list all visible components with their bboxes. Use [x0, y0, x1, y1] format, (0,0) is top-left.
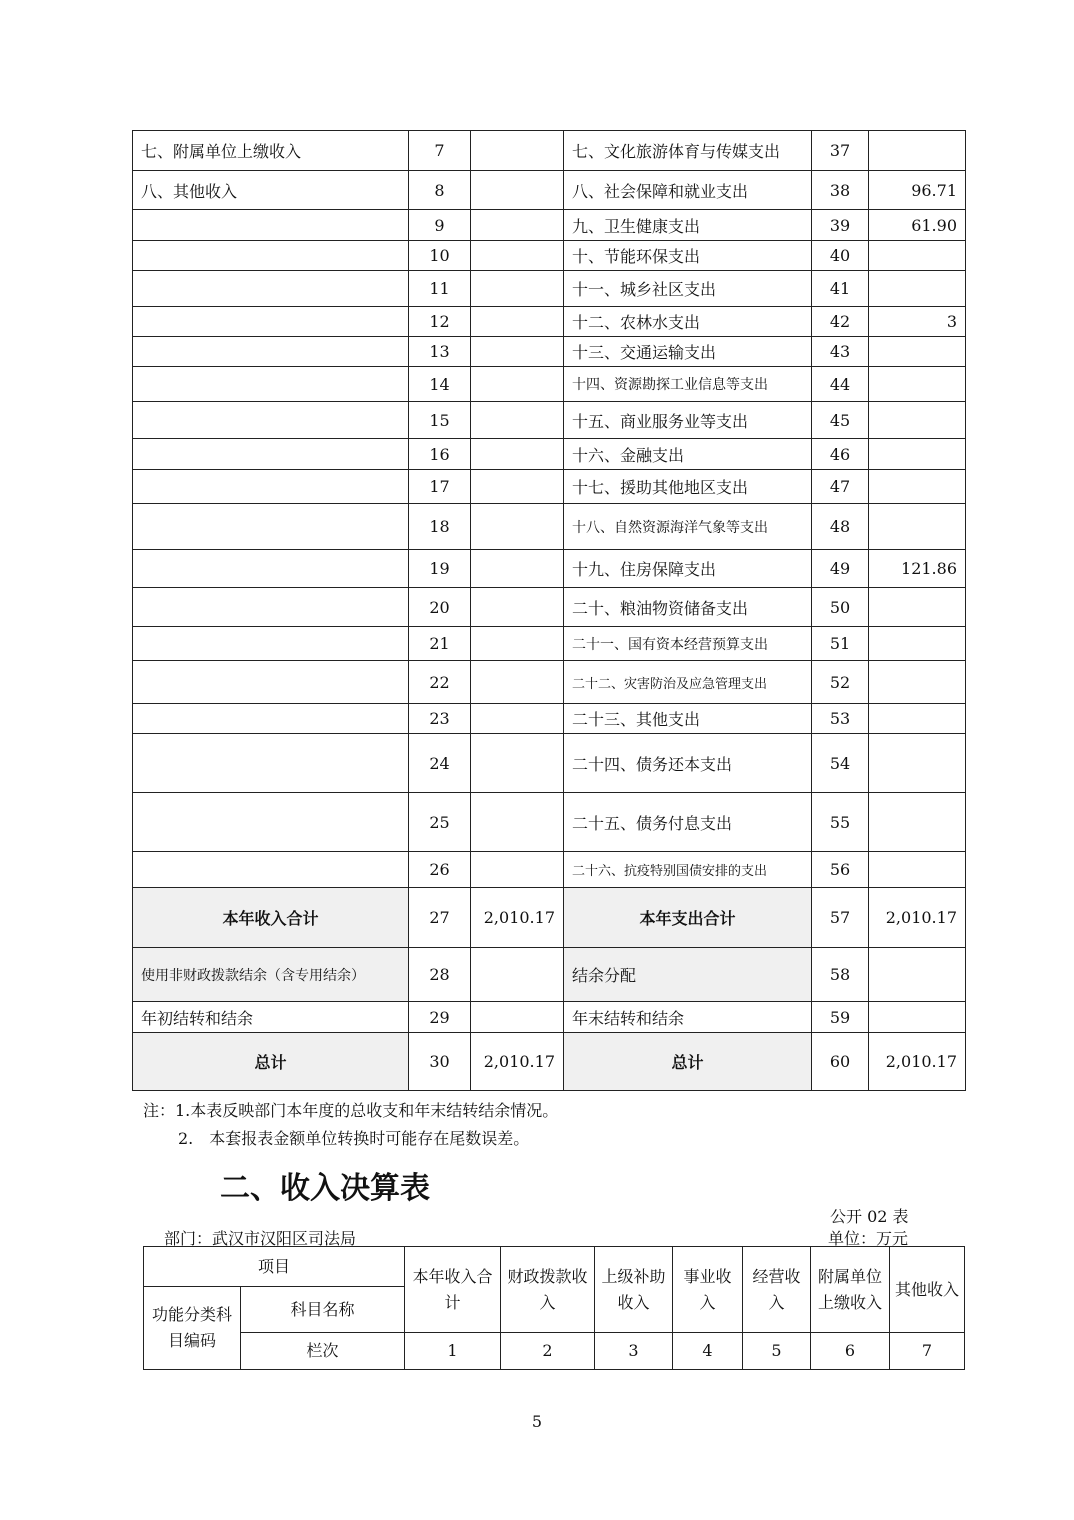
income-line-number: 21	[409, 627, 471, 661]
page-number: 5	[531, 1412, 543, 1431]
income-amount	[471, 661, 564, 704]
income-item-name	[133, 367, 409, 402]
table-row	[133, 734, 966, 793]
table-row	[133, 852, 966, 888]
income-amount	[471, 131, 564, 171]
income-item-name	[133, 550, 409, 588]
expense-line-number: 56	[812, 852, 869, 888]
income-item-name	[133, 210, 409, 241]
expense-amount: 96.71	[869, 171, 966, 210]
expense-line-number: 59	[812, 1002, 869, 1033]
income-item-name	[133, 504, 409, 550]
table-row	[133, 1033, 966, 1091]
col-header: 经营收入	[743, 1247, 811, 1333]
income-item-name	[133, 852, 409, 888]
income-line-number: 16	[409, 439, 471, 470]
expense-line-number: 53	[812, 704, 869, 734]
expense-amount	[869, 271, 966, 307]
expense-line-number: 51	[812, 627, 869, 661]
expense-amount	[869, 402, 966, 439]
income-item-name: 八、其他收入	[133, 171, 409, 210]
expense-amount	[869, 948, 966, 1002]
table-row	[133, 661, 966, 704]
expense-item-name: 本年支出合计	[564, 888, 812, 948]
table-row	[133, 307, 966, 337]
expense-amount	[869, 1002, 966, 1033]
expense-item-name: 十六、金融支出	[564, 439, 812, 470]
income-statement-header-table	[143, 1246, 965, 1370]
table-row	[133, 271, 966, 307]
income-amount	[471, 337, 564, 367]
expense-line-number: 45	[812, 402, 869, 439]
income-line-number: 20	[409, 588, 471, 627]
expense-line-number: 37	[812, 131, 869, 171]
expense-line-number: 47	[812, 470, 869, 504]
expense-amount: 3	[869, 307, 966, 337]
income-line-number: 27	[409, 888, 471, 948]
unit-label: 单位：万元	[828, 1229, 909, 1248]
table-row	[133, 402, 966, 439]
income-item-name: 使用非财政拨款结余（含专用结余）	[133, 948, 409, 1002]
expense-amount	[869, 470, 966, 504]
table-row	[133, 171, 966, 210]
header-item: 项目	[144, 1247, 405, 1287]
income-amount	[471, 402, 564, 439]
expense-item-name: 二十五、债务付息支出	[564, 793, 812, 852]
income-line-number: 15	[409, 402, 471, 439]
income-line-number: 18	[409, 504, 471, 550]
expense-line-number: 41	[812, 271, 869, 307]
income-line-number: 23	[409, 704, 471, 734]
col-number: 4	[673, 1333, 743, 1370]
income-amount	[471, 439, 564, 470]
income-amount	[471, 307, 564, 337]
expense-line-number: 40	[812, 241, 869, 271]
income-amount	[471, 241, 564, 271]
table-row	[133, 588, 966, 627]
expense-amount	[869, 439, 966, 470]
table-row	[133, 627, 966, 661]
expense-item-name: 二十六、抗疫特别国债安排的支出	[564, 852, 812, 888]
income-item-name	[133, 661, 409, 704]
table-row	[133, 470, 966, 504]
table-row	[133, 888, 966, 948]
expense-amount	[869, 793, 966, 852]
expense-item-name: 十、节能环保支出	[564, 241, 812, 271]
income-line-number: 30	[409, 1033, 471, 1091]
table-row	[133, 337, 966, 367]
income-amount	[471, 1002, 564, 1033]
col-header: 财政拨款收入	[501, 1247, 595, 1333]
header-code: 功能分类科目编码	[144, 1287, 241, 1370]
expense-amount	[869, 241, 966, 271]
form-number: 公开 02 表	[830, 1207, 909, 1226]
expense-item-name: 十五、商业服务业等支出	[564, 402, 812, 439]
expense-amount	[869, 367, 966, 402]
income-item-name	[133, 704, 409, 734]
income-amount	[471, 627, 564, 661]
table-row	[133, 704, 966, 734]
expense-amount	[869, 852, 966, 888]
expense-amount: 2,010.17	[869, 1033, 966, 1091]
income-line-number: 22	[409, 661, 471, 704]
income-line-number: 12	[409, 307, 471, 337]
income-item-name	[133, 241, 409, 271]
income-amount	[471, 550, 564, 588]
expense-line-number: 58	[812, 948, 869, 1002]
expense-line-number: 38	[812, 171, 869, 210]
note-1: 注：1.本表反映部门本年度的总收支和年末结转结余情况。	[143, 1101, 559, 1120]
income-amount: 2,010.17	[471, 1033, 564, 1091]
table-row	[133, 367, 966, 402]
expense-item-name: 七、文化旅游体育与传媒支出	[564, 131, 812, 171]
income-amount	[471, 171, 564, 210]
income-item-name	[133, 402, 409, 439]
table-row	[133, 241, 966, 271]
income-item-name	[133, 470, 409, 504]
expense-amount: 2,010.17	[869, 888, 966, 948]
income-amount	[471, 704, 564, 734]
income-item-name	[133, 271, 409, 307]
expense-item-name: 二十一、国有资本经营预算支出	[564, 627, 812, 661]
expense-item-name: 十二、农林水支出	[564, 307, 812, 337]
department-label: 部门：武汉市汉阳区司法局	[164, 1229, 357, 1248]
income-item-name	[133, 793, 409, 852]
col-number: 1	[405, 1333, 501, 1370]
income-line-number: 7	[409, 131, 471, 171]
expense-line-number: 54	[812, 734, 869, 793]
income-item-name	[133, 337, 409, 367]
table-row	[133, 439, 966, 470]
income-line-number: 14	[409, 367, 471, 402]
income-amount	[471, 588, 564, 627]
expense-item-name: 年末结转和结余	[564, 1002, 812, 1033]
income-line-number: 19	[409, 550, 471, 588]
income-line-number: 29	[409, 1002, 471, 1033]
col-number: 3	[595, 1333, 673, 1370]
income-amount	[471, 793, 564, 852]
income-line-number: 13	[409, 337, 471, 367]
income-amount	[471, 504, 564, 550]
expense-amount	[869, 661, 966, 704]
section-title: 二、收入决算表	[220, 1171, 430, 1206]
col-number: 5	[743, 1333, 811, 1370]
income-amount	[471, 470, 564, 504]
expense-item-name: 十九、住房保障支出	[564, 550, 812, 588]
table-row	[133, 210, 966, 241]
expense-line-number: 49	[812, 550, 869, 588]
income-item-name: 年初结转和结余	[133, 1002, 409, 1033]
income-item-name	[133, 588, 409, 627]
income-line-number: 11	[409, 271, 471, 307]
expense-item-name: 十三、交通运输支出	[564, 337, 812, 367]
income-amount	[471, 734, 564, 793]
col-number: 6	[811, 1333, 890, 1370]
expense-amount: 61.90	[869, 210, 966, 241]
expense-line-number: 50	[812, 588, 869, 627]
expense-item-name: 十七、援助其他地区支出	[564, 470, 812, 504]
income-line-number: 25	[409, 793, 471, 852]
income-item-name: 本年收入合计	[133, 888, 409, 948]
expense-item-name: 二十、粮油物资储备支出	[564, 588, 812, 627]
col-header: 本年收入合计	[405, 1247, 501, 1333]
income-item-name	[133, 627, 409, 661]
col-number: 7	[890, 1333, 965, 1370]
expense-amount	[869, 337, 966, 367]
income-amount	[471, 852, 564, 888]
expense-item-name: 二十四、债务还本支出	[564, 734, 812, 793]
income-amount	[471, 271, 564, 307]
expense-amount	[869, 704, 966, 734]
expense-line-number: 60	[812, 1033, 869, 1091]
expense-item-name: 八、社会保障和就业支出	[564, 171, 812, 210]
expense-amount	[869, 627, 966, 661]
expense-line-number: 48	[812, 504, 869, 550]
expense-line-number: 44	[812, 367, 869, 402]
expense-item-name: 二十三、其他支出	[564, 704, 812, 734]
expense-item-name: 十四、资源勘探工业信息等支出	[564, 367, 812, 402]
expense-line-number: 55	[812, 793, 869, 852]
expense-line-number: 42	[812, 307, 869, 337]
expense-amount	[869, 131, 966, 171]
table-row	[133, 1002, 966, 1033]
income-item-name: 七、附属单位上缴收入	[133, 131, 409, 171]
expense-line-number: 43	[812, 337, 869, 367]
income-amount	[471, 948, 564, 1002]
expense-line-number: 57	[812, 888, 869, 948]
note-2: 2. 本套报表金额单位转换时可能存在尾数误差。	[178, 1129, 530, 1148]
col-header: 事业收入	[673, 1247, 743, 1333]
income-line-number: 8	[409, 171, 471, 210]
income-line-number: 26	[409, 852, 471, 888]
table-row	[133, 793, 966, 852]
income-item-name	[133, 307, 409, 337]
expense-amount	[869, 588, 966, 627]
income-amount	[471, 210, 564, 241]
income-line-number: 10	[409, 241, 471, 271]
expense-item-name: 二十二、灾害防治及应急管理支出	[564, 661, 812, 704]
expense-amount: 121.86	[869, 550, 966, 588]
table-row	[133, 504, 966, 550]
col-header: 其他收入	[890, 1247, 965, 1333]
table-row	[133, 948, 966, 1002]
col-number: 2	[501, 1333, 595, 1370]
col-header: 上级补助收入	[595, 1247, 673, 1333]
income-line-number: 24	[409, 734, 471, 793]
expense-amount	[869, 504, 966, 550]
expense-item-name: 十一、城乡社区支出	[564, 271, 812, 307]
income-item-name	[133, 734, 409, 793]
income-expense-summary-table	[132, 130, 966, 1091]
income-line-number: 28	[409, 948, 471, 1002]
income-amount	[471, 367, 564, 402]
header-name: 科目名称	[241, 1287, 405, 1333]
expense-line-number: 39	[812, 210, 869, 241]
col-header: 附属单位上缴收入	[811, 1247, 890, 1333]
expense-amount	[869, 734, 966, 793]
income-line-number: 17	[409, 470, 471, 504]
table-row	[133, 550, 966, 588]
income-line-number: 9	[409, 210, 471, 241]
expense-line-number: 52	[812, 661, 869, 704]
income-item-name: 总计	[133, 1033, 409, 1091]
header-lanci: 栏次	[241, 1333, 405, 1370]
expense-item-name: 总计	[564, 1033, 812, 1091]
table-row	[133, 131, 966, 171]
income-amount: 2,010.17	[471, 888, 564, 948]
expense-item-name: 十八、自然资源海洋气象等支出	[564, 504, 812, 550]
expense-line-number: 46	[812, 439, 869, 470]
income-item-name	[133, 439, 409, 470]
expense-item-name: 九、卫生健康支出	[564, 210, 812, 241]
expense-item-name: 结余分配	[564, 948, 812, 1002]
